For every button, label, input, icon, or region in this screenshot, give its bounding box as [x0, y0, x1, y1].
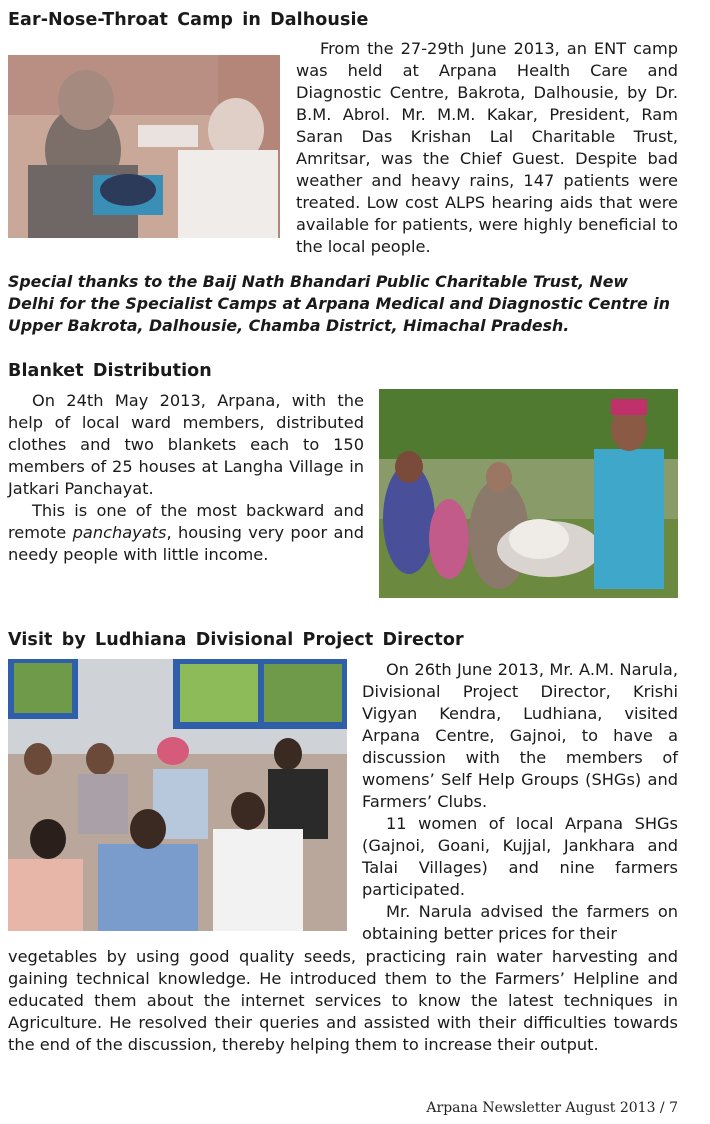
blanket-text-1: On 24th May 2013, Arpana, with the help of local ward members, distributed clothes and two blankets each to 150 members of 25 houses at Langha Village in Jatkari Panchayat.: [8, 391, 364, 498]
visit-paragraph-full: [8, 946, 678, 1056]
visit-text-3a: Mr. Narula advised the farmers on obtaining better prices for their: [362, 902, 678, 943]
ent-camp-text: From the 27-29th June 2013, an ENT camp was held at Arpana Health Care and Diagnostic Centre, Bakrota, Dalhousie, by Dr. B.M. Abrol. Mr. M.M. Kakar, President, Ram Saran Das Krishan Lal Charitable Trust, Amritsar, was the Chief Guest. Despite bad weather and heavy rains, 147 patients were treated. Low cost ALPS hearing aids that were available for patients, were highly beneficial to the local people.: [296, 39, 678, 256]
ent-camp-paragraph: [296, 38, 678, 258]
visit-text-2: 11 women of local Arpana SHGs (Gajnoi, Goani, Kujjal, Jankhara and Talai Villages) and nine farmers participated.: [362, 814, 678, 899]
blanket-text-2-start: This is one of the most backward and remote: [8, 501, 364, 542]
ent-camp-heading: Ear-Nose-Throat Camp in Dalhousie: [8, 10, 369, 30]
sponsor-thanks: Special thanks to the Baij Nath Bhandari Public Charitable Trust, New Delhi for the Specialist Camps at Arpana Medical and Diagnostic Centre in Upper Bakrota, Dalhousie, Chamba District, Himachal Pradesh.: [8, 272, 670, 335]
visit-heading: Visit by Ludhiana Divisional Project Director: [8, 630, 464, 650]
visit-paragraphs-side: [362, 659, 678, 945]
page-footer: Arpana Newsletter August 2013 / 7: [426, 1100, 678, 1116]
blanket-photo: [379, 389, 678, 598]
blanket-text-2-italic: panchayats: [72, 523, 167, 542]
blanket-heading: Blanket Distribution: [8, 361, 212, 381]
visit-text-3b: vegetables by using good quality seeds, practicing rain water harvesting and gaining technical knowledge. He introduced them to the Farmers’ Helpline and educated them about the internet services to know the latest techniques in Agriculture. He resolved their queries and assisted with their difficulties towards the end of the discussion, thereby helping them to increase their output.: [8, 947, 678, 1054]
ent-camp-photo: [8, 55, 280, 238]
blanket-text-2: [8, 500, 364, 566]
visit-photo: [8, 659, 347, 931]
visit-text-1: On 26th June 2013, Mr. A.M. Narula, Divisional Project Director, Krishi Vigyan Kendra, Ludhiana, visited Arpana Centre, Gajnoi, to have a discussion with the members of womens’ Self Help Groups (SHGs) and Farmers’ Clubs.: [362, 660, 678, 811]
blanket-paragraphs: [8, 390, 364, 566]
blanket-text-2-end: , housing very poor and needy people with little income.: [8, 523, 364, 564]
